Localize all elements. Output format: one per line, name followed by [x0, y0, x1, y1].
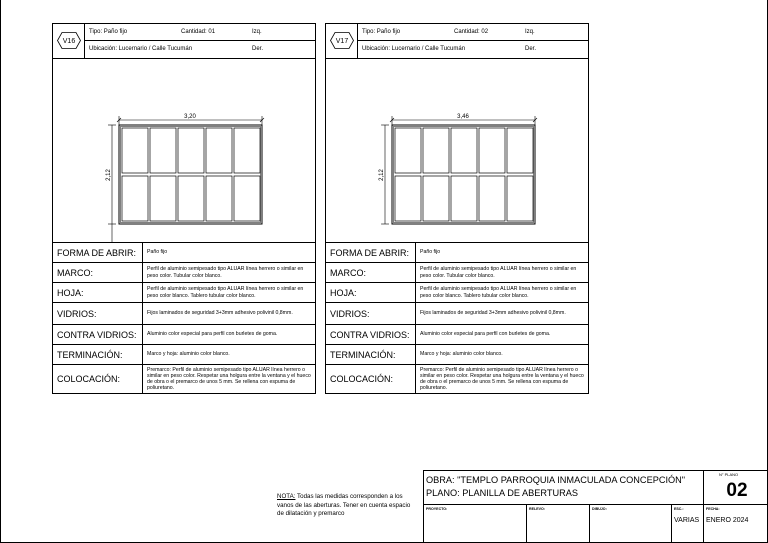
width-dimension-label: 3,46 [457, 114, 469, 120]
spec-hoja [53, 283, 315, 303]
spec-forma-de-abrir [53, 243, 315, 263]
spec-value: Marco y hoja: aluminio color blanco. [147, 351, 230, 358]
fecha-caption: FECHA: [706, 507, 720, 511]
spec-label: TERMINACIÓN: [326, 345, 416, 364]
spec-label: MARCO: [53, 263, 143, 282]
relevo-caption: RELEVO: [529, 507, 545, 511]
spec-label: VIDRIOS: [326, 303, 416, 324]
tipo-text: Tipo: Paño fijo [362, 29, 401, 35]
opening-code: V16 [62, 38, 76, 45]
ubicacion-text: Ubicación: Lucernario / Calle Tucumán [89, 46, 193, 52]
cantidad-text: Cantidad: 02 [454, 29, 489, 35]
card-header [53, 24, 315, 59]
proyecto-cell [424, 505, 527, 543]
spec-value: Paño fijo [147, 249, 168, 256]
spec-label: CONTRA VIDRIOS: [326, 325, 416, 344]
spec-value: Fijos laminados de seguridad 3+3mm adhesivo polivinil 0,8mm. [147, 310, 293, 317]
opening-card-v17 [325, 23, 589, 394]
side-left-text: Izq. [252, 29, 262, 35]
cantidad-text: Cantidad: 01 [181, 29, 216, 35]
spec-marco [53, 263, 315, 283]
note-text: Todas las medidas corresponden a los vanos de las aberturas. Tener en cuenta espacio de dilatación y premarco [277, 493, 411, 518]
note-prefix: NOTA: [277, 493, 296, 500]
spec-label: COLOCACIÓN: [53, 365, 143, 393]
plano-text: PLANO: PLANILLA DE ABERTURAS [426, 488, 578, 498]
spec-value: Aluminio color especial para perfil con burletes de goma. [147, 331, 278, 338]
relevo-cell [527, 505, 590, 543]
spec-colocacion [326, 365, 588, 393]
side-right-text: Der. [525, 46, 537, 52]
obra-text: OBRA: "TEMPLO PARROQUIA INMACULADA CONCEPCIÓN" [426, 475, 686, 485]
side-right-text: Der. [252, 46, 264, 52]
spec-value: Perfil de aluminio semipesado tipo ALUAR línea herrero o similar en peso color. Tubular color blanco. [147, 266, 304, 279]
dibujo-cell [590, 505, 672, 543]
fecha-cell [704, 505, 768, 543]
hexagon-icon [330, 32, 354, 49]
project-title-cell [424, 471, 704, 505]
spec-value: Premarco: Perfil de aluminio semipesado tipo ALUAR línea herrero o similar en peso color. Respetar una holgura entre la ventana y el hueco de obra o el premarco de unos 5 mm. Se rellena con espuma de poliuretano. [147, 366, 311, 392]
dimensions-note [277, 493, 417, 519]
header-row-1 [358, 24, 588, 41]
spec-label: HOJA: [53, 283, 143, 302]
spec-marco [326, 263, 588, 283]
spec-value: Perfil de aluminio semipesado tipo ALUAR línea herrero o similar en peso color. Tubular color blanco. [420, 266, 577, 279]
header-row-2 [85, 41, 315, 59]
spec-value: Perfil de aluminio semipesado tipo ALUAR línea herrero o similar en peso color blanco. Tablero tubular color blanco. [420, 286, 577, 299]
height-dimension-label: 2,12 [106, 169, 112, 181]
code-cell [326, 24, 358, 59]
fecha-value: ENERO 2024 [706, 517, 749, 524]
spec-label: MARCO: [326, 263, 416, 282]
spec-value: Perfil de aluminio semipesado tipo ALUAR línea herrero o similar en peso color blanco. Tablero tubular color blanco. [147, 286, 304, 299]
spec-colocacion [53, 365, 315, 393]
spec-terminacion [53, 345, 315, 365]
header-row-2 [358, 41, 588, 59]
window-elevation-drawing [326, 59, 588, 243]
spec-label: VIDRIOS: [53, 303, 143, 324]
opening-card-v16 [52, 23, 316, 394]
proyecto-caption: PROYECTO: [426, 507, 448, 511]
side-left-text: Izq. [525, 29, 535, 35]
sheet-number: 02 [726, 480, 748, 501]
spec-label: TERMINACIÓN: [53, 345, 143, 364]
spec-vidrios [53, 303, 315, 325]
sheet-number-cell [704, 471, 768, 505]
spec-contra-vidrios [326, 325, 588, 345]
escala-caption: ESC.: [674, 507, 684, 511]
pane-grid-left [122, 128, 260, 221]
ubicacion-text: Ubicación: Lucernario / Calle Tucumán [362, 46, 466, 52]
spec-label: FORMA DE ABRIR: [53, 243, 143, 262]
height-dimension-label: 2,12 [379, 169, 385, 181]
escala-value: VARIAS [674, 517, 700, 524]
spec-value: Fijos laminados de seguridad 3+3mm adhesivo polivinil 0,8mm. [420, 310, 566, 317]
pane-grid-right [395, 128, 533, 221]
spec-label: FORMA DE ABRIR: [326, 243, 416, 262]
dibujo-caption: DIBUJO: [592, 507, 607, 511]
spec-hoja [326, 283, 588, 303]
card-header [326, 24, 588, 59]
tipo-text: Tipo: Paño fijo [89, 29, 128, 35]
spec-forma-de-abrir [326, 243, 588, 263]
spec-vidrios [326, 303, 588, 325]
spec-label: CONTRA VIDRIOS: [53, 325, 143, 344]
opening-code: V17 [335, 38, 349, 45]
header-row-1 [85, 24, 315, 41]
spec-terminacion [326, 345, 588, 365]
spec-label: HOJA: [326, 283, 416, 302]
escala-cell [672, 505, 704, 543]
window-elevation-drawing [53, 59, 315, 243]
spec-label: COLOCACIÓN: [326, 365, 416, 393]
spec-value: Paño fijo [420, 249, 441, 256]
spec-value: Marco y hoja: aluminio color blanco. [420, 351, 503, 358]
spec-value: Aluminio color especial para perfil con burletes de goma. [420, 331, 551, 338]
hexagon-icon [57, 32, 81, 49]
width-dimension-label: 3,20 [184, 114, 196, 120]
code-cell [53, 24, 85, 59]
sheet-number-caption: N° PLANO [719, 472, 739, 477]
title-block [423, 470, 768, 543]
spec-value: Premarco: Perfil de aluminio semipesado tipo ALUAR línea herrero o similar en peso color. Respetar una holgura entre la ventana y el hueco de obra o el premarco de unos 5 mm. Se rellena con espuma de poliuretano. [420, 366, 584, 392]
spec-contra-vidrios [53, 325, 315, 345]
